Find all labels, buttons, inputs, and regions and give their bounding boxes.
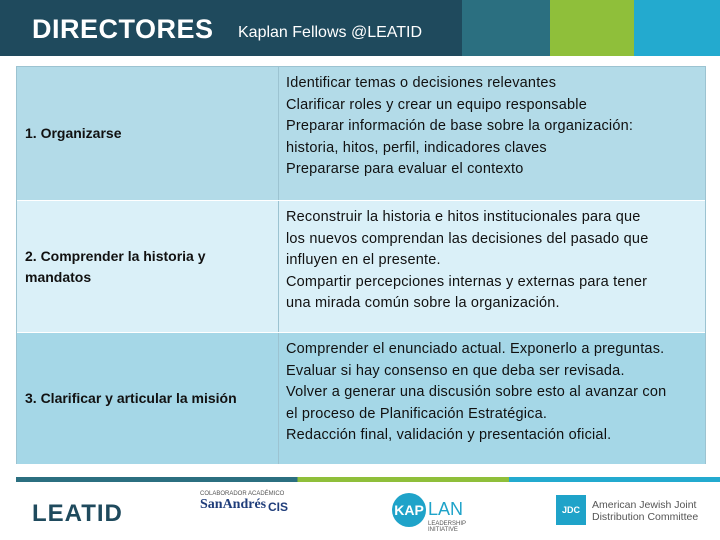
kaplan-subtitle: LEADERSHIP INITIATIVE	[428, 521, 466, 533]
page-subtitle: Kaplan Fellows @LEATID	[238, 24, 423, 41]
description-line: Clarificar roles y crear un equipo responsable	[286, 96, 587, 113]
sanandres-name: SanAndrés	[200, 497, 267, 512]
description-line: Reconstruir la historia e hitos institucionales para que	[286, 209, 641, 225]
description-line: Evaluar si hay consenso en que deba ser revisada.	[286, 362, 625, 379]
table-row	[17, 67, 705, 200]
kaplan-text: LAN	[428, 499, 464, 519]
description-line: el proceso de Planificación Estratégica.	[286, 405, 548, 422]
description-line: historia, hitos, perfil, indicadores claves	[286, 139, 547, 156]
description-line: Comprender el enunciado actual. Exponerlo a preguntas.	[286, 341, 665, 357]
footer-divider	[16, 477, 720, 482]
description-line: influyen en el presente.	[286, 252, 441, 268]
description-line: Prepararse para evaluar el contexto	[286, 161, 524, 177]
jdc-line: Distribution Committee	[592, 511, 699, 523]
kaplan-logo	[392, 493, 482, 533]
description-line: Preparar información de base sobre la organización:	[286, 118, 634, 134]
steps-table	[16, 66, 706, 464]
description-line: Identificar temas o decisiones relevantes	[286, 75, 557, 91]
header-cyan-block	[634, 0, 720, 56]
header-teal-block	[462, 0, 550, 56]
sanandres-caption: COLABORADOR ACADÉMICO	[200, 491, 285, 497]
page-title: DIRECTORES	[32, 14, 214, 44]
row-label: 2. Comprender la historia y mandatos	[17, 201, 279, 333]
jdc-logo	[556, 495, 706, 529]
table-row	[17, 332, 705, 464]
description-line: los nuevos comprendan las decisiones del pasado que	[286, 230, 649, 247]
row-description	[279, 333, 705, 464]
row-label: 1. Organizarse	[17, 67, 279, 200]
jdc-text	[592, 499, 698, 523]
description-line: Volver a generar una discusión sobre esto al avanzar con	[286, 384, 667, 400]
jdc-icon: JDC	[556, 495, 586, 525]
header-green-block	[550, 0, 634, 56]
description-line: Redacción final, validación y presentación oficial.	[286, 427, 612, 443]
description-line: una mirada común sobre la organización.	[286, 295, 560, 311]
jdc-line: American Jewish Joint	[592, 499, 697, 511]
row-description	[279, 201, 705, 333]
kaplan-circle-icon: KAP	[392, 493, 426, 527]
cis-logo: CIS	[268, 500, 289, 514]
header-bar	[0, 0, 720, 56]
table-row	[17, 200, 705, 333]
leatid-logo: LEATID	[32, 500, 123, 527]
row-label: 3. Clarificar y articular la misión	[17, 333, 279, 464]
row-description	[279, 67, 705, 200]
description-line: Compartir percepciones internas y externas para tener	[286, 273, 648, 290]
